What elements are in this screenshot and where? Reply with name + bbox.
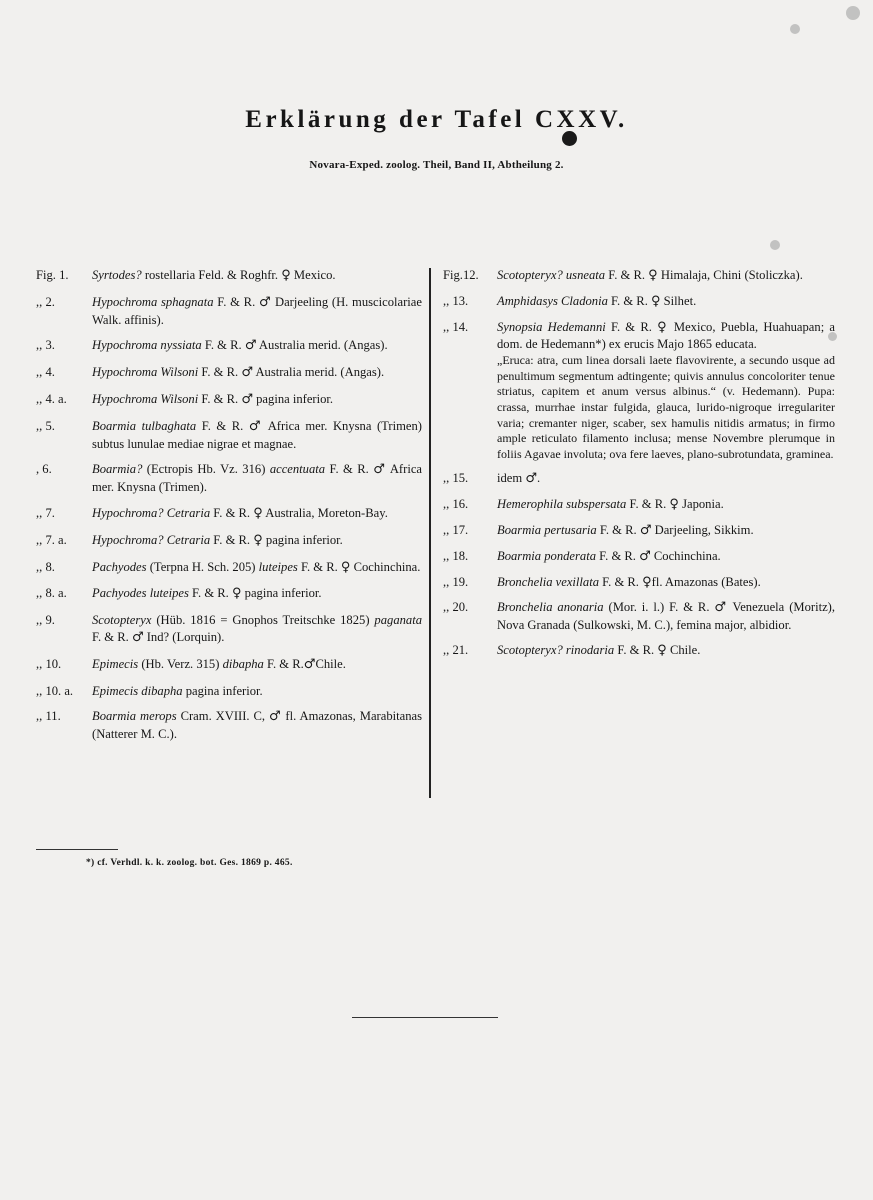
figure-number: ,, 13. [443,293,469,308]
figure-number: ,, 16. [443,497,469,512]
footnote: *) cf. Verhdl. k. k. zoolog. bot. Ges. 1869 p. 465. [86,858,293,868]
figure-number: ,, 10. [36,656,62,671]
scan-speck [846,6,860,20]
figure-description: Bronchelia vexillata F. & R. ♀fl. Amazonas (Bates). [497,574,761,590]
figure-number: ,, 19. [443,574,469,589]
figure-entry [36,267,422,285]
figure-description: Scotopteryx? rinodaria F. & R. ♀ Chile. [497,642,701,658]
figure-entry [443,319,835,463]
right-column [443,267,835,668]
figure-description: Hypochroma Wilsoni F. & R. ♂ pagina inferior. [92,391,334,407]
figure-entry [443,267,835,285]
scan-speck [770,240,780,250]
figure-description: Boarmia ponderata F. & R. ♂ Cochinchina. [497,548,721,564]
scan-speck [790,24,800,34]
figure-number: Fig. 1. [36,268,69,282]
figure-number: ,, 15. [443,471,469,486]
figure-entry [36,294,422,329]
figure-description: Scotopteryx? usneata F. & R. ♀ Himalaja, Chini (Stoliczka). [497,268,803,283]
figure-description: idem ♂. [497,471,541,487]
footnote-rule [36,849,118,850]
figure-number: ,, 9. [36,613,55,628]
figure-entry [443,470,835,488]
figure-description: Hypochroma Wilsoni F. & R. ♂ Australia merid. (Angas). [92,365,385,381]
figure-number: ,, 18. [443,548,469,563]
figure-description: Pachyodes (Terpna H. Sch. 205) luteipes F. & R. ♀ Cochinchina. [92,559,421,575]
figure-description: Scotopteryx (Hüb. 1816 = Gnophos Treitschke 1825) paganata F. & R. ♂ Ind? (Lorquin). [92,613,422,645]
figure-entry [443,293,835,311]
figure-description: Boarmia? (Ectropis Hb. Vz. 316) accentuata F. & R. ♂ Africa mer. Knysna (Trimen). [92,462,422,495]
figure-description: Hypochroma? Cetraria F. & R. ♀ pagina inferior. [92,532,343,548]
figure-number: ,, 17. [443,522,469,537]
figure-entry [36,708,422,743]
figure-entry [443,548,835,566]
figure-description: Pachyodes luteipes F. & R. ♀ pagina inferior. [92,586,322,602]
figure-entry [36,364,422,382]
figure-entry [36,505,422,523]
figure-description: Bronchelia anonaria (Mor. i. l.) F. & R. ♂ Venezuela (Moritz), Nova Granada (Sulkowski, M. C.), femina major, albidior. [497,600,836,633]
figure-number: ,, 3. [36,338,55,353]
figure-number: ,, 14. [443,319,469,334]
figure-number: ,, 11. [36,709,61,724]
figure-description: Syrtodes? rostellaria Feld. & Roghfr. ♀ Mexico. [92,268,336,283]
page-title: Erklärung der Tafel CXXV. [245,106,628,133]
figure-number: ,, 7. [36,505,55,520]
figure-entry [443,496,835,514]
figure-entry [36,612,422,647]
figure-number: Fig.12. [443,268,479,282]
figure-entry [36,559,422,577]
figure-number: ,, 7. a. [36,532,67,547]
figure-number: ,, 8. [36,559,55,574]
figure-entry [36,656,422,674]
figure-entry [443,574,835,592]
figure-entry [36,532,422,550]
figure-entry [443,599,835,634]
figure-description: Hemerophila subspersata F. & R. ♀ Japonia. [497,497,724,513]
figure-number: ,, 21. [443,642,469,657]
figure-number: ,, 8. a. [36,586,67,601]
figure-entry [36,418,422,453]
figure-description: Boarmia pertusaria F. & R. ♂ Darjeeling, Sikkim. [497,522,754,538]
figure-number: ,, 4. [36,365,55,380]
figure-number: ,, 20. [443,600,469,615]
figure-number: ,, 5. [36,418,55,433]
figure-entry [36,683,422,700]
figure-entry [36,461,422,496]
figure-number: ,, 2. [36,294,55,309]
figure-description: Hypochroma sphagnata F. & R. ♂ Darjeeling (H. muscicolariae Walk. affinis). [92,294,422,327]
figure-entry [443,522,835,540]
figure-description: Boarmia tulbaghata F. & R. ♂ Africa mer. Knysna (Trimen) subtus lunulae mediae nigrae et magnae. [92,418,422,451]
figure-entry [443,642,835,660]
figure-description: Amphidasys Cladonia F. & R. ♀ Silhet. [497,293,697,309]
figure-number: ,, 10. a. [36,683,74,698]
figure-description: Hypochroma? Cetraria F. & R. ♀ Australia, Moreton-Bay. [92,505,388,521]
figure-description: Synopsia Hedemanni F. & R. ♀ Mexico, Puebla, Huahuapan; a dom. de Hedemann*) ex erucis Majo 1865 educata. „Eruca: atra, cum linea dorsali laete flavovirente, a secundo usque ad penultimum segmentum adtingente; quivis annulus concoloriter tenue striatus, capitem et anum versus albinus.“ (v. Hedemann). Pupa: crassa, murrhae instar fulgida, glauca, lurido-nigroque irregulariter varia; cremanter niger, scaber, sex hamulis nitidis armatus; in firmo ample reticulato filamento inclusa; mense Novembre plerumque in foliis Agavae involuta; ova fere laeves, plano-subrotundata, graminea. [497,319,835,461]
figure-description: Epimecis dibapha pagina inferior. [92,683,263,698]
figure-entry [36,337,422,355]
figure-entry [36,585,422,603]
figure-description: Boarmia merops Cram. XVIII. C, ♂ fl. Amazonas, Marabitanas (Natterer M. C.). [92,709,422,742]
figure-entry [36,391,422,409]
figure-number: , 6. [36,462,52,477]
figure-description: Hypochroma nyssiata F. & R. ♂ Australia merid. (Angas). [92,338,388,354]
left-column [36,267,422,752]
figure-description: Epimecis (Hb. Verz. 315) dibapha F. & R.♂Chile. [92,656,346,672]
figure-number: ,, 4. a. [36,391,67,406]
column-divider [429,268,431,798]
page-subtitle: Novara-Exped. zoolog. Theil, Band II, Abtheilung 2. [309,159,564,171]
end-rule [352,1017,498,1018]
